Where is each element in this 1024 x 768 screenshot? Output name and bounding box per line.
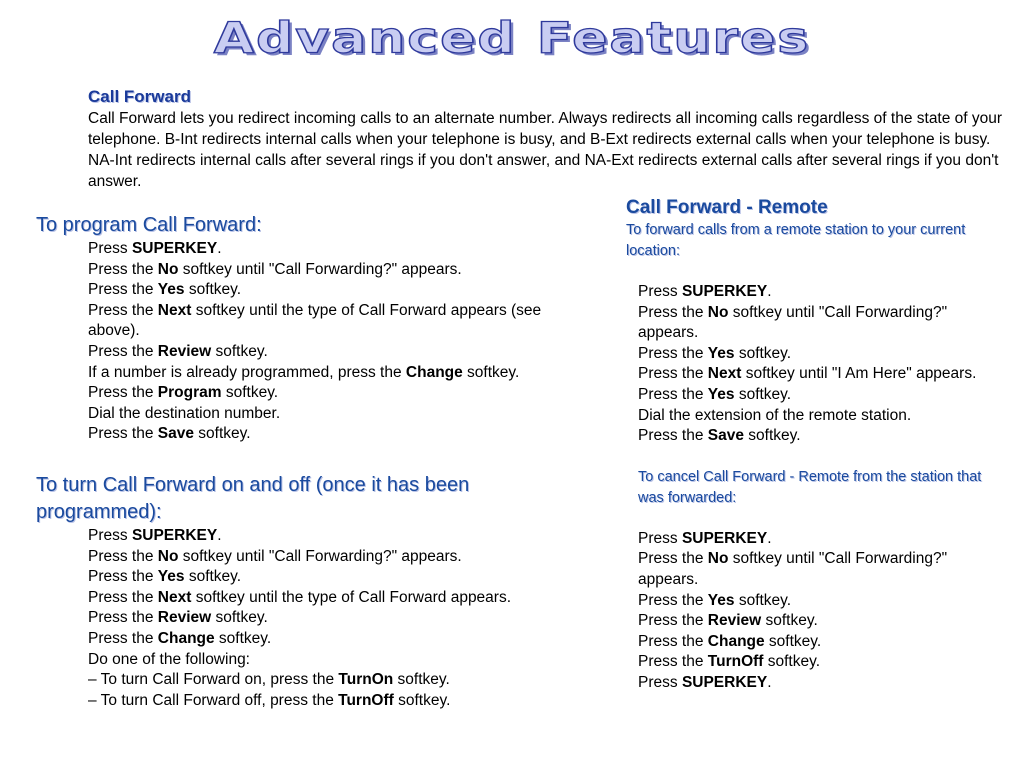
step-text: Press the [638, 385, 708, 403]
toggle-heading: To turn Call Forward on and off (once it has been programmed): [36, 474, 470, 523]
step-key: Change [405, 363, 463, 381]
step-line [638, 303, 998, 344]
step-text: Press the [88, 342, 158, 360]
step-text: softkey until "I Am Here" appears. [741, 365, 977, 383]
step-line [638, 673, 998, 694]
step-text: softkey. [184, 568, 242, 586]
step-line [88, 691, 596, 712]
intro-body: Call Forward lets you redirect incoming calls to an alternate number. Always redirects all incoming calls regardless of the state of your telephone. B-Int redirects internal calls when your telephone is busy, and B-Ext redirects external calls when your telephone is busy. NA-Int redirects internal calls after several rings if you don't answer, and NA-Ext redirects external calls after several rings if you don't answer. [88, 110, 1003, 190]
step-text: Press the [638, 632, 708, 650]
step-key: Change [157, 629, 215, 647]
step-text: Press [638, 673, 682, 691]
program-steps [88, 239, 596, 445]
step-text: Press the [638, 550, 708, 568]
step-key: Program [157, 384, 222, 402]
step-text: . [767, 283, 772, 300]
step-line [638, 385, 998, 406]
step-line [88, 342, 596, 363]
step-key: Change [707, 632, 765, 650]
step-text: softkey. [184, 281, 242, 299]
step-text: Press the [638, 365, 708, 383]
step-text: Press the [638, 427, 708, 445]
step-text: Dial the extension of the remote station. [638, 406, 912, 424]
remote-section [626, 196, 998, 694]
step-key: SUPERKEY [131, 527, 218, 544]
step-line [88, 383, 596, 404]
step-text: Press the [638, 303, 708, 321]
step-text: If a number is already programmed, press the [88, 363, 406, 381]
step-line [88, 404, 596, 425]
step-text: softkey. [743, 427, 801, 445]
step-line [88, 526, 596, 547]
step-line [638, 364, 998, 385]
step-key: Save [707, 427, 744, 445]
step-text: . [767, 529, 772, 547]
step-text: Press the [88, 384, 158, 402]
step-line [88, 588, 596, 609]
step-text: Press the [88, 547, 158, 565]
step-line [88, 239, 596, 260]
step-text: – To turn Call Forward on, press the [88, 671, 339, 689]
step-line [88, 424, 596, 445]
step-text: Press the [88, 281, 158, 299]
remote-subheading: To forward calls from a remote station to your current location: [626, 222, 966, 259]
step-line [88, 547, 596, 568]
step-text: Dial the destination number. [88, 404, 281, 422]
step-text: softkey until the type of Call Forward appears. [191, 588, 512, 606]
step-key: Next [157, 301, 192, 319]
step-key: Yes [707, 344, 735, 362]
step-text: Press the [88, 301, 158, 319]
step-text: – To turn Call Forward off, press the [88, 691, 339, 709]
program-section [36, 212, 596, 445]
step-key: No [707, 303, 729, 321]
step-text: Press the [638, 344, 708, 362]
step-line [88, 670, 596, 691]
step-text: softkey. [221, 384, 279, 402]
step-text: softkey until "Call Forwarding?" appears. [178, 260, 462, 278]
step-text: softkey. [193, 425, 251, 443]
step-line [638, 632, 998, 653]
step-text: Press [638, 529, 682, 547]
step-text: Do one of the following: [88, 650, 250, 668]
step-line [88, 301, 596, 342]
step-text: Press the [88, 568, 158, 586]
step-key: Review [157, 609, 212, 627]
step-key: TurnOn [338, 671, 394, 689]
step-text: Press [88, 527, 132, 544]
intro-section [88, 86, 1008, 192]
remote-heading: Call Forward - Remote [626, 197, 828, 218]
step-key: TurnOff [338, 691, 394, 709]
toggle-section [36, 472, 596, 711]
step-text: softkey. [763, 653, 821, 671]
step-text: Press the [88, 629, 158, 647]
step-line [638, 282, 998, 303]
step-text: Press the [88, 609, 158, 627]
step-key: Next [157, 588, 192, 606]
step-line [638, 611, 998, 632]
step-line [638, 344, 998, 365]
step-text: softkey. [761, 612, 818, 630]
step-line [88, 363, 596, 384]
step-line [638, 591, 998, 612]
step-line [88, 629, 596, 650]
step-key: Save [157, 425, 194, 443]
step-key: No [157, 547, 179, 565]
step-text: softkey until "Call Forwarding?" appears. [178, 547, 462, 565]
step-text: softkey. [211, 609, 268, 627]
remote-cancel-heading: To cancel Call Forward - Remote from the station that was forwarded: [638, 468, 982, 506]
step-line [88, 280, 596, 301]
step-text: softkey. [214, 629, 272, 647]
step-key: No [707, 550, 729, 568]
step-key: SUPERKEY [681, 283, 768, 300]
step-text: softkey until the type of Call Forward appears (see above). [88, 301, 542, 340]
step-line [88, 260, 596, 281]
step-key: Yes [157, 568, 185, 586]
step-text: Press the [88, 260, 158, 278]
step-text: Press the [638, 653, 708, 671]
step-text: softkey. [734, 385, 792, 403]
step-key: SUPERKEY [131, 240, 218, 257]
remote-cancel-steps [638, 529, 998, 694]
step-key: Next [707, 365, 742, 383]
step-text: . [217, 527, 222, 544]
step-line [638, 529, 998, 550]
step-key: Review [157, 342, 212, 360]
step-line [638, 652, 998, 673]
step-key: SUPERKEY [681, 529, 768, 547]
step-text: Press [88, 240, 132, 257]
step-key: TurnOff [707, 653, 764, 671]
program-heading: To program Call Forward: [36, 214, 262, 236]
step-key: Review [707, 612, 762, 630]
step-text: Press the [88, 588, 158, 606]
step-text: softkey until "Call Forwarding?" appears. [638, 550, 948, 588]
intro-heading: Call Forward [88, 87, 191, 106]
step-line [638, 406, 998, 427]
remote-steps [638, 282, 998, 447]
page-title: Advanced Features [213, 14, 811, 64]
step-text: softkey. [393, 691, 451, 709]
step-text: softkey. [764, 632, 822, 650]
step-text: . [217, 240, 222, 257]
step-key: Yes [157, 281, 185, 299]
toggle-steps [88, 526, 596, 711]
step-line [638, 549, 998, 590]
step-text: Press [638, 283, 682, 300]
step-text: Press the [638, 591, 708, 609]
step-key: No [157, 260, 179, 278]
step-line [638, 426, 998, 447]
step-text: softkey. [211, 342, 268, 360]
step-line [88, 567, 596, 588]
step-key: SUPERKEY [681, 673, 768, 691]
step-text: softkey. [462, 363, 520, 381]
step-text: Press the [638, 612, 708, 630]
step-text: softkey. [734, 344, 792, 362]
step-key: Yes [707, 591, 735, 609]
step-line [88, 650, 596, 671]
step-text: softkey. [393, 671, 450, 689]
step-text: softkey until "Call Forwarding?" appears. [638, 303, 948, 342]
step-text: softkey. [734, 591, 792, 609]
step-key: Yes [707, 385, 735, 403]
step-text: . [767, 673, 772, 691]
step-line [88, 608, 596, 629]
step-text: Press the [88, 425, 158, 443]
